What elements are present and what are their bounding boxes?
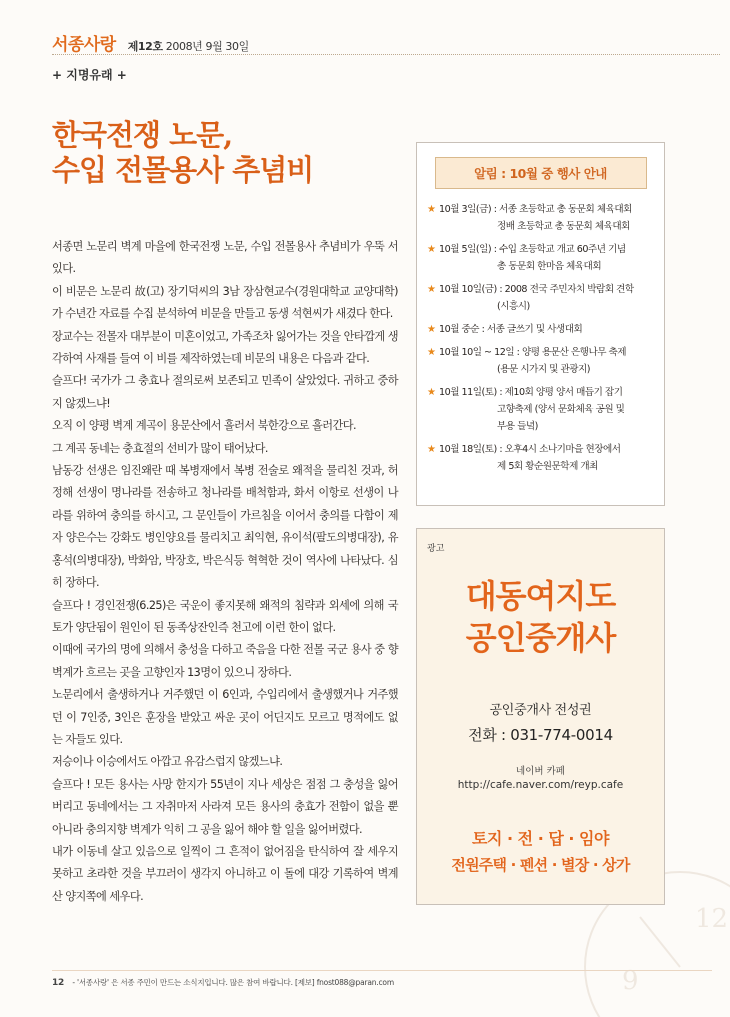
ad-label: 광고 <box>427 544 445 554</box>
section-label: + 지명유래 + <box>52 68 127 82</box>
article-paragraph: 슬프다 ! 경인전쟁(6.25)은 국운이 좋지못해 왜적의 침략과 외세에 의해 국토가 양단됨이 원인이 된 동족상잔인즉 천고에 이런 한이 없다. <box>52 598 398 634</box>
article-title-line: 한국전쟁 노문, <box>52 118 233 152</box>
article-paragraph: 서종면 노문리 벽계 마을에 한국전쟁 노문, 수입 전몰용사 추념비가 우뚝 서있다. <box>52 240 398 276</box>
ad-cafe-link[interactable]: http://cafe.naver.com/reyp.cafe <box>457 779 624 791</box>
page-footer <box>52 977 394 988</box>
ad-phone: 전화 : 031-774-0014 <box>468 726 613 744</box>
brand-title: 서종사랑 <box>52 35 116 55</box>
ad-representative: 공인중개사 전성권 <box>489 703 592 718</box>
svg-text:12: 12 <box>695 904 729 934</box>
article-paragraph: 그 계곡 동네는 충효절의 선비가 많이 태어났다. <box>52 441 268 455</box>
footer-divider <box>52 970 712 971</box>
ad-business-name <box>417 575 664 659</box>
event-date: 10월 10일 ~ 12일 <box>439 347 515 358</box>
event-item: ★ 10월 10일 ~ 12일 : 양평 용문산 은행나무 축제 (용문 시가지 및 관광지) <box>427 344 654 378</box>
star-icon: ★ <box>427 387 436 398</box>
advertisement-box <box>416 528 665 905</box>
event-item: ★ 10월 5일(일) : 수입 초등학교 개교 60주년 기념 총 동문회 한마음 체육대회 <box>427 241 654 275</box>
event-desc: 고향축제 (양서 문화체육 공원 및 <box>497 404 625 415</box>
issue-number: 제12호 <box>127 40 163 53</box>
event-date: 10월 중순 <box>439 324 480 335</box>
article-paragraph: 노문리에서 출생하거나 거주했던 이 6인과, 수입리에서 출생했거나 거주했던 이 7인중, 3인은 훈장을 받았고 싸운 곳이 어딘지도 모르고 명적에도 없는 자들도 있다. <box>52 688 398 746</box>
article-paragraph: 내가 이동네 살고 있음으로 일찍이 그 흔적이 없어짐을 탄식하여 잘 세우지 못하고 초라한 것을 부끄러이 생각지 아니하고 이 돌에 대강 기록하여 벽계산 양지쪽에 세우다. <box>52 844 398 903</box>
event-date: 10월 5일(일) <box>439 244 492 255</box>
event-date: 10월 11일(토) <box>439 387 497 398</box>
event-desc: 서종 초등학교 총 동문회 체육대회 <box>499 204 632 215</box>
event-date: 10월 10일(금) <box>439 284 497 295</box>
event-notice-box <box>416 142 665 506</box>
star-icon: ★ <box>427 244 436 255</box>
ad-name-line: 공인중개사 <box>465 619 616 657</box>
event-desc: (용문 시가지 및 관광지) <box>497 364 591 375</box>
event-item: ★ 10월 11일(토) : 제10회 양평 양서 매듭기 잡기 고향축제 (양서 문화체육 공원 및 부용 들녘) <box>427 384 654 435</box>
event-desc: 서종 글쓰기 및 사생대회 <box>486 324 583 335</box>
event-desc: (시흥시) <box>497 301 530 312</box>
star-icon: ★ <box>427 444 436 455</box>
event-desc: 제 5회 황순원문학제 개최 <box>497 461 598 472</box>
ad-items-secondary: 전원주택 · 펜션 · 별장 · 상가 <box>451 856 630 874</box>
star-icon: ★ <box>427 284 436 295</box>
svg-text:9: 9 <box>622 966 639 996</box>
event-list <box>417 201 664 475</box>
header-divider <box>52 54 720 55</box>
event-desc: 오후4시 소나기마을 현장에서 <box>504 444 621 455</box>
article-paragraph: 슬프다 ! 모든 용사는 사망 한지가 55년이 지나 세상은 점점 그 충성을 잃어버리고 동네에서는 그 자취마저 사라져 모든 용사의 충효가 전함이 없을 뿐 아니라 충의지향 벽계가 익히 그 공을 잃어 해야 할 일을 잃어버렸다. <box>52 777 398 836</box>
page-number: 12 <box>52 978 65 988</box>
article-title <box>52 118 392 188</box>
article-paragraph: 이 비문은 노문리 故(고) 장기덕씨의 3남 장삼현교수(경원대학교 교양대학)가 수년간 자료를 수집 분석하여 비문을 만들고 동생 석현씨가 새겼다 한다. <box>52 284 398 321</box>
article-paragraph: 장교수는 전몰자 대부분이 미혼이었고, 가족조차 잃어가는 것을 안타깝게 생각하여 사재를 들여 이 비를 제작하였는데 비문의 내용은 다음과 같다. <box>52 329 398 366</box>
event-date: 10월 3일(금) <box>439 204 492 215</box>
event-desc: 부용 들녘) <box>497 421 538 432</box>
issue-date: 2008년 9월 30일 <box>165 40 249 53</box>
star-icon: ★ <box>427 204 436 215</box>
event-item: ★ 10월 중순 : 서종 글쓰기 및 사생대회 <box>427 321 654 338</box>
event-item: ★ 10월 3일(금) : 서종 초등학교 총 동문회 체육대회 정배 초등학교 총 동문회 체육대회 <box>427 201 654 235</box>
event-desc: 2008 전국 주민자치 박람회 견학 <box>504 284 634 295</box>
article-paragraph: 이때에 국가의 명에 의해서 충성을 다하고 죽음을 다한 전몰 국군 용사 중 향벽계가 흐르는 곳을 고향인자 13명이 있으니 장하다. <box>52 643 398 679</box>
footer-text: - '서종사랑' 은 서종 주민이 만드는 소식지입니다. 많은 참여 바랍니다. [제보] fnost088@paran.com <box>72 978 394 987</box>
ad-items-primary: 토지 · 전 · 답 · 임야 <box>472 829 609 848</box>
event-desc: 양평 용문산 은행나무 축제 <box>521 347 627 358</box>
article-paragraph: 슬프다! 국가가 그 충효나 절의로써 보존되고 민족이 살았었다. 귀하고 중하지 않겠느냐! <box>52 374 398 410</box>
ad-name-line: 대동여지도 <box>465 577 616 615</box>
article-paragraph: 오직 이 양평 벽계 계곡이 용문산에서 흘러서 북한강으로 흘러간다. <box>52 419 356 433</box>
article-body <box>52 236 398 908</box>
event-desc: 제10회 양평 양서 매듭기 잡기 <box>504 387 623 398</box>
article-title-line: 수입 전몰용사 추념비 <box>52 153 314 187</box>
notice-title: 알림 : 10월 중 행사 안내 <box>435 157 647 189</box>
article-paragraph: 남동강 선생은 임진왜란 때 복병재에서 복병 전술로 왜적을 물리친 것과, 허정해 선생이 명나라를 전송하고 청나라를 배척함과, 화서 이항로 선생이 나라를 위하여 충의를 하시고, 그 문인들이 가르침을 이어서 충의를 다함이 제자 양은수는 강화도 병인양요를 물리치고 최익현, 유이석(팔도의병대장), 유홍석(의병대장), 박화암, 박장호, 박은식등 혁혁한 것이 역사에 나타났다. 심히 장하다. <box>52 464 398 590</box>
event-item: ★ 10월 10일(금) : 2008 전국 주민자치 박람회 견학 (시흥시) <box>427 281 654 315</box>
event-desc: 총 동문회 한마음 체육대회 <box>497 261 602 272</box>
star-icon: ★ <box>427 324 436 335</box>
event-item: ★ 10월 18일(토) : 오후4시 소나기마을 현장에서 제 5회 황순원문학제 개최 <box>427 441 654 475</box>
ad-cafe-label: 네이버 카페 <box>516 766 565 777</box>
article-paragraph: 저승이나 이승에서도 아깝고 유감스럽지 않겠느냐. <box>52 755 283 769</box>
star-icon: ★ <box>427 347 436 358</box>
event-desc: 정배 초등학교 총 동문회 체육대회 <box>497 221 630 232</box>
page-header <box>52 30 249 55</box>
event-desc: 수입 초등학교 개교 60주년 기념 <box>499 244 626 255</box>
event-date: 10월 18일(토) <box>439 444 497 455</box>
issue-info <box>128 38 249 54</box>
